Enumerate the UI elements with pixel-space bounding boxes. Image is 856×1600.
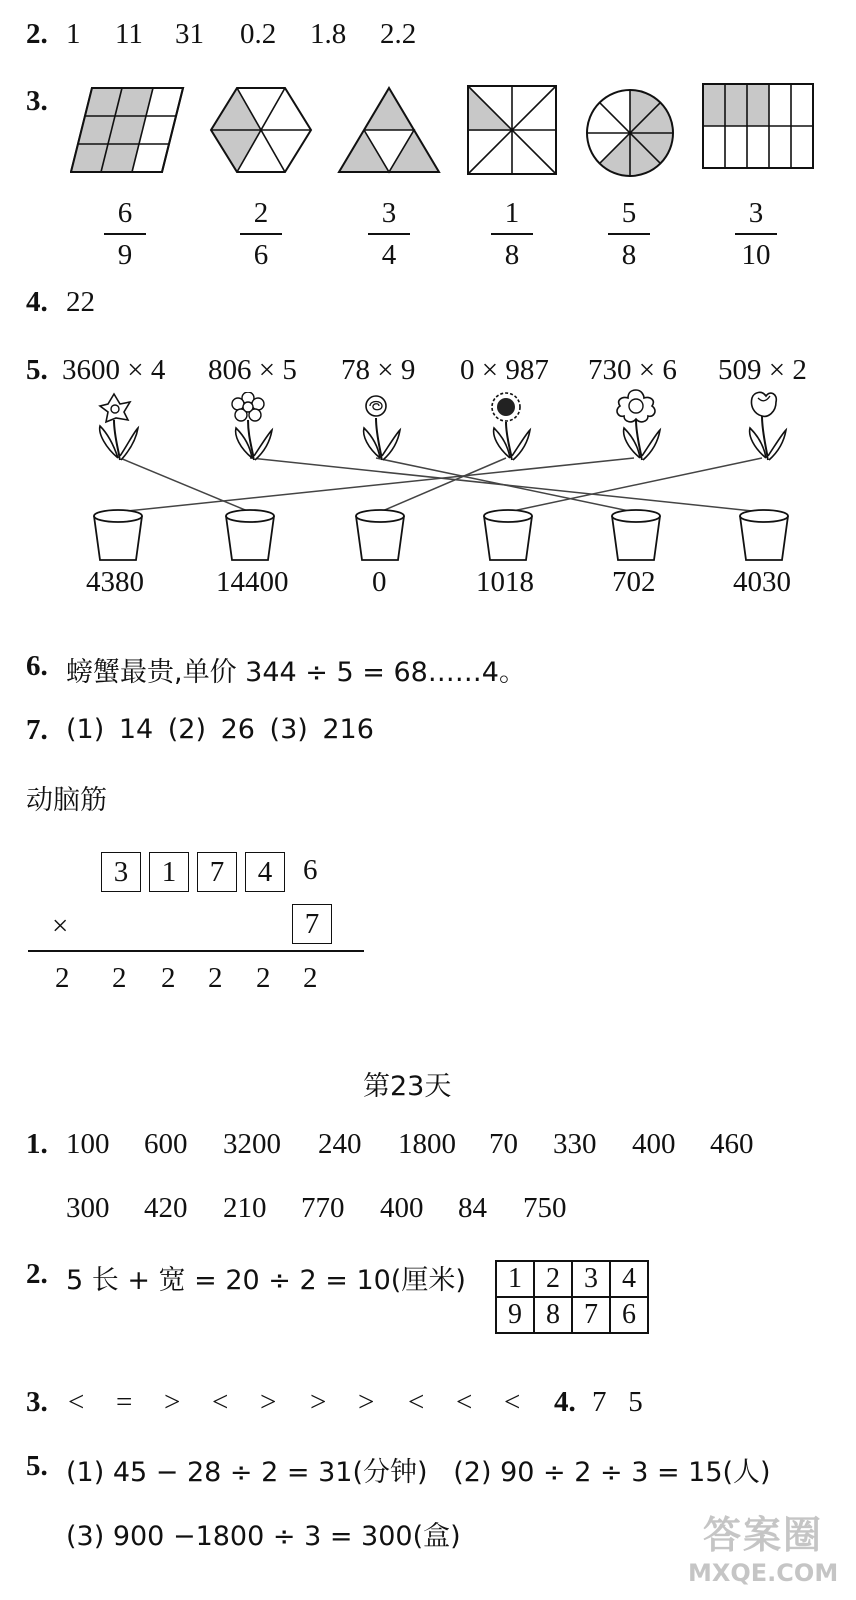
d2-label: 2. [26, 1258, 48, 1290]
digit-box: 4 [245, 852, 285, 892]
d1-value: 330 [553, 1128, 597, 1160]
d1-label: 1. [26, 1128, 48, 1160]
d3-label: 3. [26, 1386, 48, 1418]
comparison-symbol: = [116, 1386, 133, 1418]
d1-value: 300 [66, 1192, 110, 1224]
q5-result: 4030 [733, 566, 791, 598]
grid-cell: 9 [496, 1297, 534, 1333]
digit-box: 3 [101, 852, 141, 892]
q2-value: 2.2 [380, 18, 417, 50]
d1-value: 600 [144, 1128, 188, 1160]
q5-result: 0 [372, 566, 387, 598]
watermark [688, 1504, 838, 1587]
numerator: 2 [253, 197, 269, 229]
cup-icon [222, 508, 278, 564]
q6-label: 6. [26, 650, 48, 682]
q5-result: 702 [612, 566, 656, 598]
q4-value: 22 [66, 286, 95, 318]
section-title-brain-teaser: 动脑筋 [26, 785, 107, 816]
d2-answer: 5 长 + 宽 = 20 ÷ 2 = 10(厘米) [66, 1265, 466, 1296]
result-digit: 2 [208, 962, 223, 994]
numerator: 5 [621, 197, 637, 229]
q5-expression: 806 × 5 [208, 354, 297, 386]
grid-cell: 8 [534, 1297, 572, 1333]
grid-cell: 6 [610, 1297, 648, 1333]
digit-box: 7 [197, 852, 237, 892]
cup-icon [352, 508, 408, 564]
d1-value: 210 [223, 1192, 267, 1224]
d1-value: 400 [380, 1192, 424, 1224]
result-digit: 2 [161, 962, 176, 994]
digit-box: 7 [292, 904, 332, 944]
q2-value: 0.2 [240, 18, 277, 50]
denominator: 9 [117, 239, 133, 271]
d1-value: 240 [318, 1128, 362, 1160]
grid-cell: 1 [496, 1261, 534, 1297]
d1-value: 1800 [398, 1128, 456, 1160]
number-grid [495, 1260, 649, 1334]
numerator: 1 [504, 197, 520, 229]
cup-icon [736, 508, 792, 564]
q5-expression: 0 × 987 [460, 354, 549, 386]
denominator: 8 [504, 239, 520, 271]
comparison-symbol: < [408, 1386, 425, 1418]
comparison-symbol: > [260, 1386, 277, 1418]
denominator: 8 [621, 239, 637, 271]
top-digit: 6 [303, 854, 318, 886]
d1-value: 100 [66, 1128, 110, 1160]
cup-icon [480, 508, 536, 564]
numerator: 6 [117, 197, 133, 229]
q5-expression: 509 × 2 [718, 354, 807, 386]
daffodil-flower-icon [88, 390, 144, 462]
rose-flower-icon [352, 394, 408, 462]
times-sign: × [52, 910, 69, 942]
digit-box: 1 [149, 852, 189, 892]
q4-label: 4. [26, 286, 48, 318]
d5-answer-line2: (3) 900 −1800 ÷ 3 = 300(盒) [66, 1521, 461, 1552]
denominator: 6 [253, 239, 269, 271]
q7-answer: (1) 14 (2) 26 (3) 216 [66, 714, 374, 745]
q2-value: 1 [66, 18, 81, 50]
q5-label: 5. [26, 354, 48, 386]
result-digit: 2 [303, 962, 318, 994]
denominator: 4 [381, 239, 397, 271]
numerator: 3 [748, 197, 764, 229]
denominator: 10 [741, 239, 771, 271]
comparison-symbol: > [164, 1386, 181, 1418]
comparison-symbol: > [310, 1386, 327, 1418]
q2-value: 1.8 [310, 18, 347, 50]
d1-value: 420 [144, 1192, 188, 1224]
watermark-url: MXQE.COM [688, 1559, 839, 1587]
d1-value: 84 [458, 1192, 487, 1224]
d1-value: 70 [489, 1128, 518, 1160]
comparison-symbol: < [456, 1386, 473, 1418]
d4-answer: 7 5 [592, 1386, 643, 1418]
q5-expression: 730 × 6 [588, 354, 677, 386]
d1-value: 770 [301, 1192, 345, 1224]
comparison-symbol: < [68, 1386, 85, 1418]
q7-label: 7. [26, 714, 48, 746]
grid-cell: 4 [610, 1261, 648, 1297]
result-digit: 2 [55, 962, 70, 994]
grid-cell: 7 [572, 1297, 610, 1333]
q2-value: 11 [115, 18, 143, 50]
q2-label: 2. [26, 18, 48, 50]
comparison-symbol: < [504, 1386, 521, 1418]
numerator: 3 [381, 197, 397, 229]
q3-label: 3. [26, 85, 48, 117]
day-title: 第23天 [363, 1071, 452, 1102]
flower-icon [222, 392, 278, 462]
q5-result: 1018 [476, 566, 534, 598]
result-digit: 2 [256, 962, 271, 994]
flower-icon [608, 388, 668, 462]
grid-cell: 3 [572, 1261, 610, 1297]
sunflower-icon [480, 390, 536, 462]
comparison-symbol: < [212, 1386, 229, 1418]
comparison-symbol: > [358, 1386, 375, 1418]
q2-value: 31 [175, 18, 204, 50]
q5-expression: 3600 × 4 [62, 354, 166, 386]
d1-value: 3200 [223, 1128, 281, 1160]
d1-value: 750 [523, 1192, 567, 1224]
cup-icon [608, 508, 664, 564]
q5-result: 14400 [216, 566, 289, 598]
q6-answer: 螃蟹最贵,单价 344 ÷ 5 = 68……4。 [66, 657, 526, 688]
q5-expression: 78 × 9 [341, 354, 416, 386]
d4-label: 4. [554, 1386, 576, 1418]
product-line [28, 950, 364, 952]
cup-icon [90, 508, 146, 564]
result-digit: 2 [112, 962, 127, 994]
watermark-logo: 答案圈 [702, 1513, 823, 1557]
q5-result: 4380 [86, 566, 144, 598]
d5-label: 5. [26, 1450, 48, 1482]
d5-answer-line1: (1) 45 − 28 ÷ 2 = 31(分钟) (2) 90 ÷ 2 ÷ 3 = 15(人) [66, 1457, 771, 1488]
d1-value: 460 [710, 1128, 754, 1160]
tulip-flower-icon [738, 388, 794, 462]
grid-cell: 2 [534, 1261, 572, 1297]
d1-value: 400 [632, 1128, 676, 1160]
